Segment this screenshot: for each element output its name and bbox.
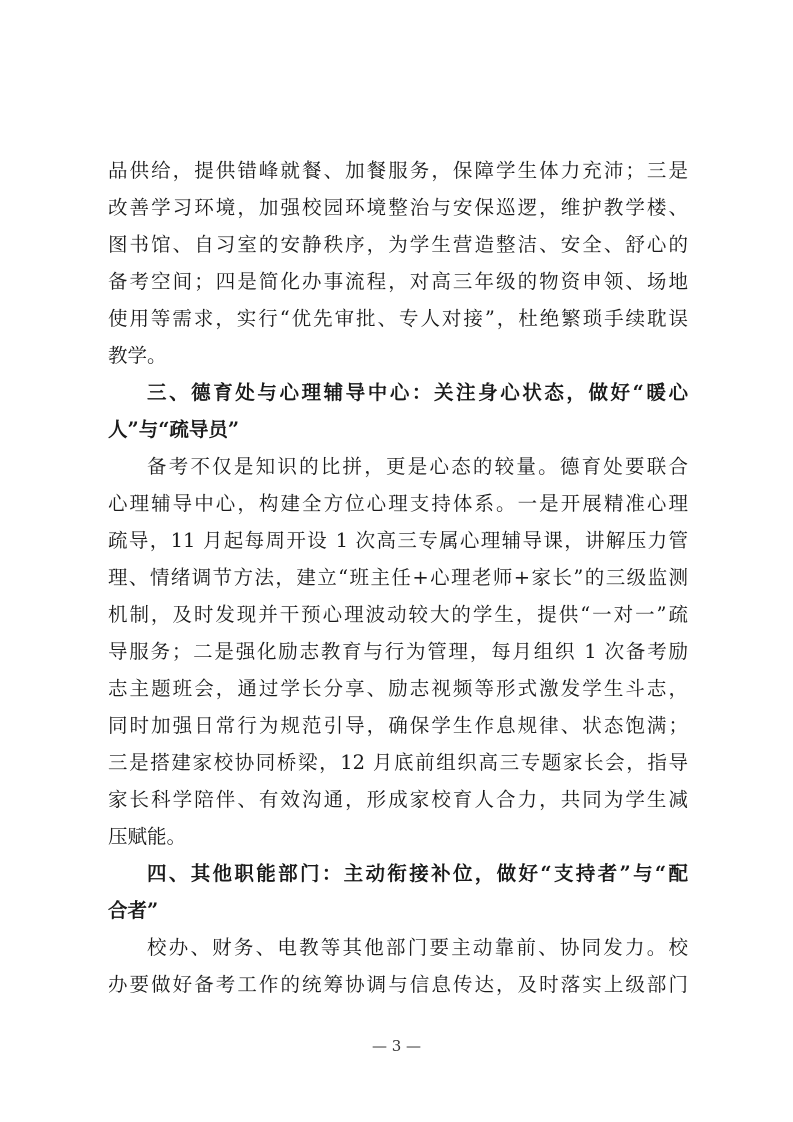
text-line: 教学。: [108, 344, 167, 367]
heading-line: 三、德育处与心理辅导中心：关注身心状态，做好“暖心: [147, 381, 688, 404]
text-line: 办要做好备考工作的统筹协调与信息传达，及时落实上级部门: [108, 973, 688, 996]
text-line: 机制，及时发现并干预心理波动较大的学生，提供“一对一”疏: [108, 603, 688, 626]
paragraph-other-departments: [108, 929, 688, 1003]
text-line: 压赋能。: [108, 825, 187, 848]
text-line: 同时加强日常行为规范引导，确保学生作息规律、状态饱满；: [108, 714, 688, 737]
text-line: 校办、财务、电教等其他部门要主动靠前、协同发力。校: [147, 936, 688, 959]
text-line: 理、情绪调节方法，建立“班主任+心理老师+家长”的三级监测: [108, 566, 688, 589]
document-page: [108, 152, 688, 1003]
heading-line: 人”与“疏导员”: [108, 418, 240, 441]
heading-line: 四、其他职能部门：主动衔接补位，做好“支持者”与“配: [147, 862, 688, 885]
text-line: 备考不仅是知识的比拼，更是心态的较量。德育处要联合: [147, 455, 688, 478]
section-heading-moral-education: [108, 374, 688, 448]
text-line: 品供给，提供错峰就餐、加餐服务，保障学生体力充沛；三是: [108, 159, 688, 182]
text-line: 心理辅导中心，构建全方位心理支持体系。一是开展精准心理: [108, 492, 688, 515]
heading-line: 合者”: [108, 899, 159, 922]
text-line: 三是搭建家校协同桥梁，12 月底前组织高三专题家长会，指导: [108, 751, 688, 774]
paragraph-logistics-continued: [108, 152, 688, 374]
text-line: 图书馆、自习室的安静秩序，为学生营造整洁、安全、舒心的: [108, 233, 688, 256]
section-heading-other-departments: [108, 855, 688, 929]
paragraph-moral-education: [108, 448, 688, 855]
text-line: 导服务；二是强化励志教育与行为管理，每月组织 1 次备考励: [108, 640, 688, 663]
page-number: — 3 —: [371, 1037, 422, 1055]
text-line: 疏导，11 月起每周开设 1 次高三专属心理辅导课，讲解压力管: [108, 529, 688, 552]
text-line: 志主题班会，通过学长分享、励志视频等形式激发学生斗志，: [108, 677, 688, 700]
text-line: 使用等需求，实行“优先审批、专人对接”，杜绝繁琐手续耽误: [108, 307, 688, 330]
text-line: 改善学习环境，加强校园环境整治与安保巡逻，维护教学楼、: [108, 196, 688, 219]
text-line: 家长科学陪伴、有效沟通，形成家校育人合力，共同为学生减: [108, 788, 688, 811]
text-line: 备考空间；四是简化办事流程，对高三年级的物资申领、场地: [108, 270, 688, 293]
